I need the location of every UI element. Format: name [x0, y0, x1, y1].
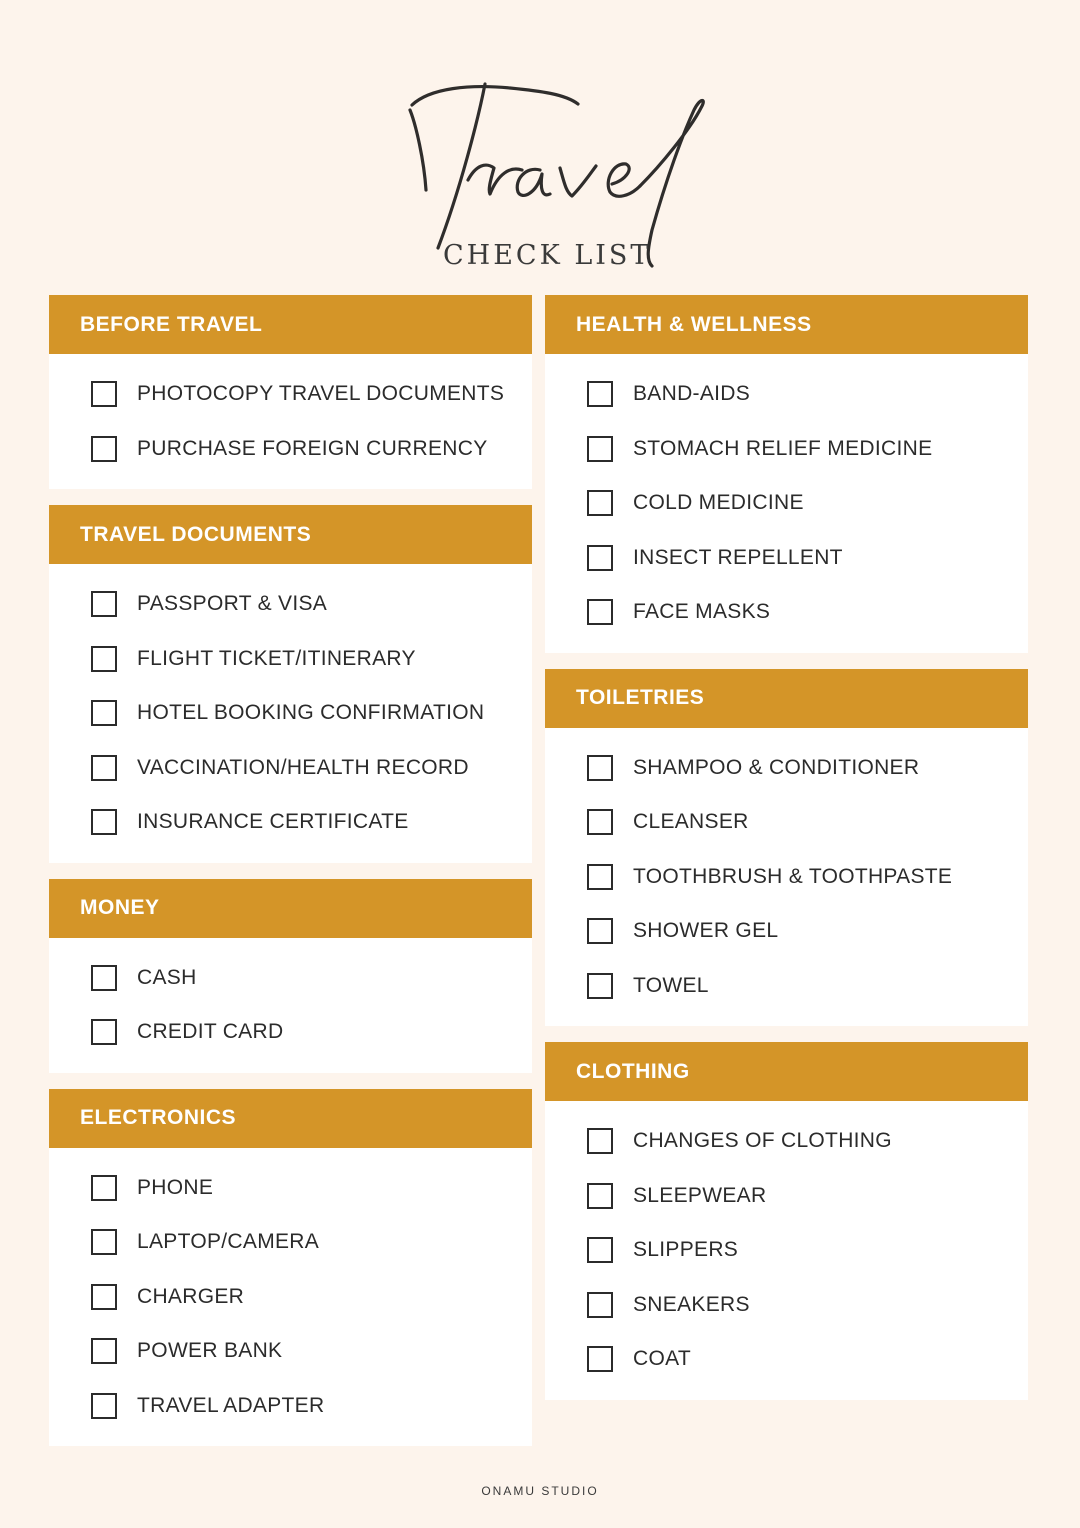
- checklist-item-label: SHOWER GEL: [633, 919, 779, 943]
- checklist-item-label: STOMACH RELIEF MEDICINE: [633, 436, 933, 460]
- checkbox[interactable]: [587, 918, 613, 944]
- checkbox[interactable]: [91, 755, 117, 781]
- checklist-item[interactable]: [545, 531, 1028, 586]
- checklist-item-label: BAND-AIDS: [633, 382, 751, 406]
- checklist-item-label: TOWEL: [633, 973, 709, 997]
- checkbox[interactable]: [587, 1292, 613, 1318]
- checklist-item-label: CHANGES OF CLOTHING: [633, 1129, 892, 1153]
- checkbox[interactable]: [91, 1229, 117, 1255]
- checkbox[interactable]: [587, 755, 613, 781]
- checklist-item[interactable]: [49, 795, 532, 850]
- checklist-item-label: PURCHASE FOREIGN CURRENCY: [137, 436, 488, 460]
- checklist-item-label: VACCINATION/HEALTH RECORD: [137, 755, 469, 779]
- checklist-section: [49, 505, 532, 863]
- checklist-item[interactable]: [49, 422, 532, 477]
- checklist-item-label: COLD MEDICINE: [633, 491, 804, 515]
- checkbox[interactable]: [91, 646, 117, 672]
- checklist-item[interactable]: [545, 1114, 1028, 1169]
- checkbox[interactable]: [91, 1019, 117, 1045]
- checklist-item-label: CLEANSER: [633, 810, 749, 834]
- checklist-item[interactable]: [545, 585, 1028, 640]
- checklist-item-label: CASH: [137, 965, 197, 989]
- checkbox[interactable]: [587, 436, 613, 462]
- checklist-item[interactable]: [545, 367, 1028, 422]
- checklist-item-label: PHONE: [137, 1175, 214, 1199]
- section-items: [49, 354, 532, 489]
- section-title: ELECTRONICS: [49, 1089, 532, 1148]
- checkbox[interactable]: [91, 591, 117, 617]
- page-header: [0, 0, 1080, 290]
- section-items: [545, 728, 1028, 1027]
- checklist-item[interactable]: [545, 850, 1028, 905]
- checklist-item-label: HOTEL BOOKING CONFIRMATION: [137, 701, 485, 725]
- checklist-section: [545, 1042, 1028, 1400]
- checklist-item-label: SLIPPERS: [633, 1238, 739, 1262]
- checklist-item-label: TRAVEL ADAPTER: [137, 1393, 325, 1417]
- checklist-item-label: PHOTOCOPY TRAVEL DOCUMENTS: [137, 382, 505, 406]
- checklist-item[interactable]: [545, 476, 1028, 531]
- checklist-item[interactable]: [49, 577, 532, 632]
- checklist-item[interactable]: [49, 1161, 532, 1216]
- checkbox[interactable]: [587, 1183, 613, 1209]
- checklist-item[interactable]: [545, 422, 1028, 477]
- checklist-item-label: SHAMPOO & CONDITIONER: [633, 755, 920, 779]
- section-title: CLOTHING: [545, 1042, 1028, 1101]
- checklist-item-label: COAT: [633, 1347, 691, 1371]
- checklist-item[interactable]: [545, 959, 1028, 1014]
- checkbox[interactable]: [91, 700, 117, 726]
- checklist-item[interactable]: [545, 741, 1028, 796]
- checklist-item-label: INSECT REPELLENT: [633, 545, 843, 569]
- checklist-item[interactable]: [49, 367, 532, 422]
- checklist-section: [49, 295, 532, 489]
- checklist-item-label: TOOTHBRUSH & TOOTHPASTE: [633, 864, 953, 888]
- checkbox[interactable]: [91, 1393, 117, 1419]
- checkbox[interactable]: [91, 1175, 117, 1201]
- section-items: [49, 938, 532, 1073]
- checklist-item-label: POWER BANK: [137, 1339, 283, 1363]
- checklist-item-label: PASSPORT & VISA: [137, 592, 328, 616]
- checklist-item-label: LAPTOP/CAMERA: [137, 1230, 320, 1254]
- checklist-item[interactable]: [49, 1005, 532, 1060]
- checklist-item-label: FACE MASKS: [633, 600, 771, 624]
- checkbox[interactable]: [587, 1346, 613, 1372]
- checkbox[interactable]: [91, 381, 117, 407]
- checkbox[interactable]: [91, 965, 117, 991]
- checklist-item-label: SNEAKERS: [633, 1292, 750, 1316]
- checkbox[interactable]: [91, 809, 117, 835]
- checkbox[interactable]: [587, 599, 613, 625]
- checkbox[interactable]: [587, 973, 613, 999]
- section-title: BEFORE TRAVEL: [49, 295, 532, 354]
- checklist-section: [545, 669, 1028, 1027]
- subtitle: CHECK LIST: [443, 240, 652, 271]
- section-items: [49, 1148, 532, 1447]
- section-items: [49, 564, 532, 863]
- checkbox[interactable]: [587, 864, 613, 890]
- right-column: [545, 295, 1028, 1416]
- checkbox[interactable]: [587, 1128, 613, 1154]
- section-title: TOILETRIES: [545, 669, 1028, 728]
- checkbox[interactable]: [91, 436, 117, 462]
- checklist-item[interactable]: [49, 1215, 532, 1270]
- checkbox[interactable]: [587, 490, 613, 516]
- checklist-item[interactable]: [49, 686, 532, 741]
- checklist-item[interactable]: [545, 904, 1028, 959]
- checklist-item[interactable]: [545, 1332, 1028, 1387]
- checklist-section: [545, 295, 1028, 653]
- checklist-item-label: CREDIT CARD: [137, 1020, 284, 1044]
- section-title: MONEY: [49, 879, 532, 938]
- checklist-item-label: SLEEPWEAR: [633, 1183, 767, 1207]
- section-title: TRAVEL DOCUMENTS: [49, 505, 532, 564]
- checklist-item-label: INSURANCE CERTIFICATE: [137, 810, 409, 834]
- section-items: [545, 1101, 1028, 1400]
- section-title: HEALTH & WELLNESS: [545, 295, 1028, 354]
- checklist-section: [49, 879, 532, 1073]
- checkbox[interactable]: [91, 1284, 117, 1310]
- checkbox[interactable]: [91, 1338, 117, 1364]
- checklist-item[interactable]: [545, 1223, 1028, 1278]
- checklist-item-label: CHARGER: [137, 1284, 245, 1308]
- checklist-item-label: FLIGHT TICKET/ITINERARY: [137, 646, 416, 670]
- checklist-section: [49, 1089, 532, 1447]
- checkbox[interactable]: [587, 545, 613, 571]
- checklist-item[interactable]: [49, 741, 532, 796]
- checkbox[interactable]: [587, 1237, 613, 1263]
- checklist-item[interactable]: [49, 1270, 532, 1325]
- footer-brand: ONAMU STUDIO: [481, 1484, 599, 1498]
- checklist-item[interactable]: [545, 1278, 1028, 1333]
- checkbox[interactable]: [587, 381, 613, 407]
- checklist-item[interactable]: [49, 1324, 532, 1379]
- checklist-item[interactable]: [49, 951, 532, 1006]
- left-column: [49, 295, 532, 1462]
- checklist-item[interactable]: [545, 795, 1028, 850]
- checklist-item[interactable]: [49, 632, 532, 687]
- section-items: [545, 354, 1028, 653]
- checklist-item[interactable]: [49, 1379, 532, 1434]
- checklist-item[interactable]: [545, 1169, 1028, 1224]
- checkbox[interactable]: [587, 809, 613, 835]
